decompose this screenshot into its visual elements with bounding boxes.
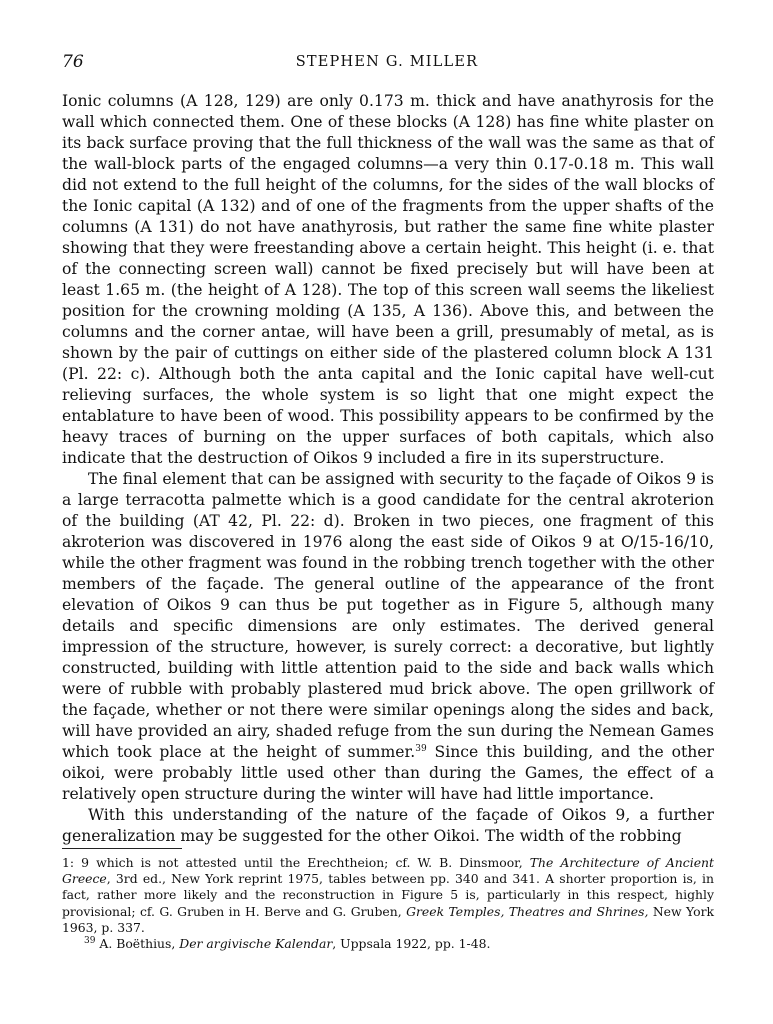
footnote-number: 39: [84, 935, 96, 946]
paragraph: Ionic columns (A 128, 129) are only 0.173 m. thick and have anathyrosis for the wall which connected them. One of these blocks (A 128) has fine white plaster on its back surface proving that the full thickness of the wall was the same as that of the wall-block parts of the engaged columns—a very thin 0.17-0.18 m. This wall did not extend to the full height of the columns, for the sides of the wall blocks of the Ionic capital (A 132) and of one of the fragments from the upper shafts of the columns (A 131) do not have anathyrosis, but rather the same fine white plaster showing that they were freestanding above a certain height. This height (i. e. that of the connecting screen wall) cannot be fixed precisely but will have been at least 1.65 m. (the height of A 128). The top of this screen wall seems the likeliest position for the crowning molding (A 135, A 136). Above this, and between the columns and the corner antae, will have been a grill, presumably of metal, as is shown by the pair of cuttings on either side of the plastered column block A 131 (Pl. 22: c). Although both the anta capital and the Ionic capital have well-cut relieving surfaces, the whole system is so light that one might expect the entablature to have been of wood. This possibility appears to be confirmed by the heavy traces of burning on the upper surfaces of both capitals, which also indicate that the destruction of Oikos 9 included a fire in its superstructure.: [62, 92, 714, 467]
footnote-text: 1: 9 which is not attested until the Erechtheion; cf. W. B. Dinsmoor,: [62, 855, 530, 870]
running-head: STEPHEN G. MILLER: [295, 54, 479, 70]
book-title: Der argivische Kalendar: [179, 936, 333, 952]
paragraph-text: Since this building, and the other oikoi, were probably little used other than during the Games, the effect of a relatively open structure during the winter will have had little importance.: [62, 743, 714, 803]
footnote: [62, 855, 714, 936]
body-text: [62, 91, 714, 847]
footnote-text: , 3rd ed., New York reprint 1975, tables between pp. 340 and 341. A shorter proportion is, in fact, rather more likely and the reconstruction in Figure 5 is, particularly in this respect, highly provisional; cf. G. Gruben in H. Berve and G. Gruben,: [62, 871, 714, 919]
footnotes: [62, 855, 714, 952]
paragraph-text: The final element that can be assigned with security to the façade of Oikos 9 is a large terracotta palmette which is a good candidate for the central akroterion of the building (AT 42, Pl. 22: d). Broken in two pieces, one fragment of this akroterion was discovered in 1976 along the east side of Oikos 9 at O/15-16/10, while the other fragment was found in the robbing trench together with the other members of the façade. The general outline of the appearance of the front elevation of Oikos 9 can thus be put together as in Figure 5, although many details and specific dimensions are only estimates. The derived general impression of the structure, however, is surely correct: a decorative, but lightly constructed, building with little attention paid to the side and back walls which were of rubble with probably plastered mud brick above. The open grillwork of the façade, whether or not there were similar openings along the sides and back, will have provided an airy, shaded refuge from the sun during the Nemean Games which took place at the height of summer.: [62, 470, 714, 761]
footnote-text: , Uppsala 1922, pp. 1-48.: [332, 936, 491, 952]
book-title: Greek Temples, Theatres and Shrines,: [406, 903, 649, 919]
page-header: [62, 52, 712, 76]
page-number: 76: [62, 52, 84, 72]
footnote-rule: [62, 848, 182, 849]
footnote-text: A. Boëthius,: [95, 936, 180, 952]
paragraph: With this understanding of the nature of the façade of Oikos 9, a further generalization may be suggested for the other Oikoi. The width of the robbing: [62, 806, 714, 845]
footnote-text: New York 1963, p. 337.: [62, 903, 714, 935]
footnote: [62, 936, 714, 952]
book-title: The Architecture of Ancient Greece: [62, 855, 714, 887]
footnote-reference: 39: [415, 743, 427, 754]
paragraph: [62, 469, 714, 805]
